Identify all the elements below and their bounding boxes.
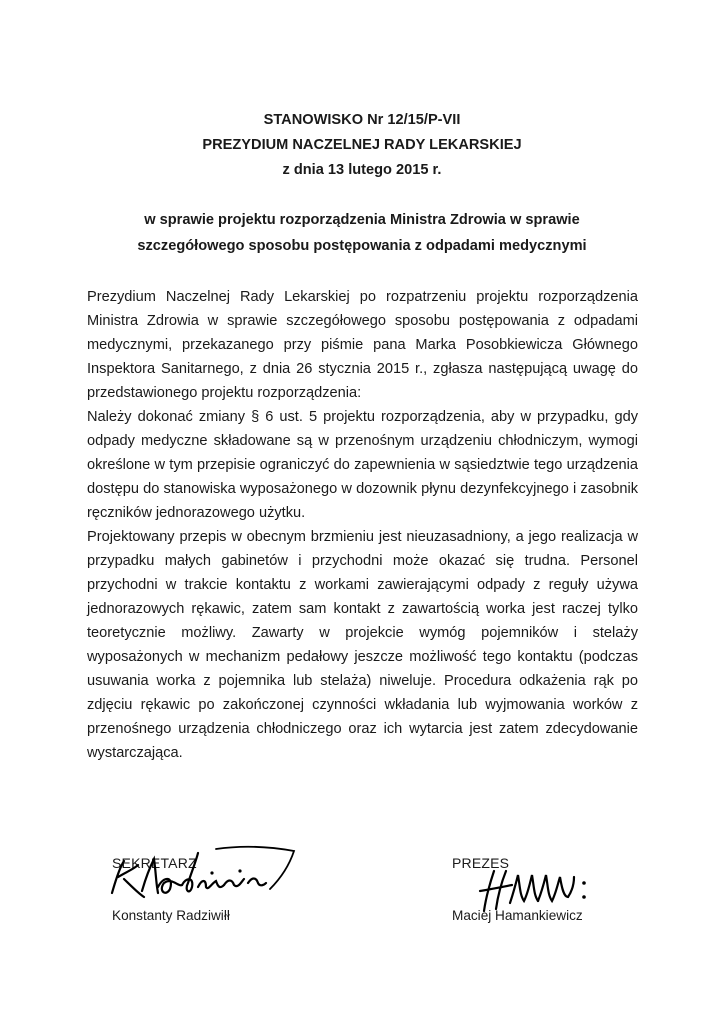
president-role: PREZES — [452, 855, 510, 871]
signature-block-secretary — [112, 855, 312, 935]
document-subject — [0, 207, 724, 259]
secretary-signature — [94, 843, 304, 907]
secretary-name: Konstanty Radziwiłł — [112, 908, 230, 923]
document-header — [0, 108, 724, 183]
document-body — [87, 285, 638, 765]
secretary-role: SEKRETARZ — [112, 855, 197, 871]
body-paragraph-3: Projektowany przepis w obecnym brzmieniu jest nieuzasadniony, a jego realizacja w przypadku małych gabinetów i przychodni może okazać się trudna. Personel przychodni w trakcie kontaktu z workami zawierającymi odpady z reguły używa jednorazowych rękawic, zatem sam kontakt z zawartością worka jest raczej tylko teoretycznie możliwy. Zawarty w projekcie wymóg pojemników i stelaży wyposażonych w mechanizm pedałowy jeszcze możliwość tego kontaktu (podczas usuwania worka z pojemnika lub stelaża) niweluje. Procedura odkażenia rąk po zdjęciu rękawic po zakończonej czynności wkładania lub wyjmowania worków z przenośnego urządzenia chłodniczego oraz ich wytarcia jest zatem zdecydowanie wystarczająca. — [87, 529, 638, 761]
document-date: z dnia 13 lutego 2015 r. — [282, 162, 442, 178]
document-number: STANOWISKO Nr 12/15/P-VII — [263, 112, 461, 128]
subject-line-1: w sprawie projektu rozporządzenia Ministra Zdrowia w sprawie — [144, 212, 580, 228]
body-paragraph-2: Należy dokonać zmiany § 6 ust. 5 projektu rozporządzenia, aby w przypadku, gdy odpady medyczne składowane są w przenośnym urządzeniu chłodniczym, wymogi określone w tym przepisie ograniczyć do zapewnienia w sąsiedztwie tego urządzenia dostępu do stanowiska wyposażonego w dozownik płynu dezynfekcyjnego i zasobnik ręczników jednorazowego użytku. — [87, 409, 638, 521]
issuing-body: PREZYDIUM NACZELNEJ RADY LEKARSKIEJ — [202, 137, 522, 153]
signature-block-president — [452, 855, 652, 935]
body-paragraph-1: Prezydium Naczelnej Rady Lekarskiej po rozpatrzeniu projektu rozporządzenia Ministra Zdrowia w sprawie szczegółowego sposobu postępowania z odpadami medycznymi, przekazanego przy piśmie pana Marka Posobkiewicza Głównego Inspektora Sanitarnego, z dnia 26 stycznia 2015 r., zgłasza następującą uwagę do przedstawionego projektu rozporządzenia: — [87, 289, 638, 401]
president-name: Maciej Hamankiewicz — [452, 908, 583, 923]
subject-line-2: szczegółowego sposobu postępowania z odpadami medycznymi — [137, 238, 587, 254]
